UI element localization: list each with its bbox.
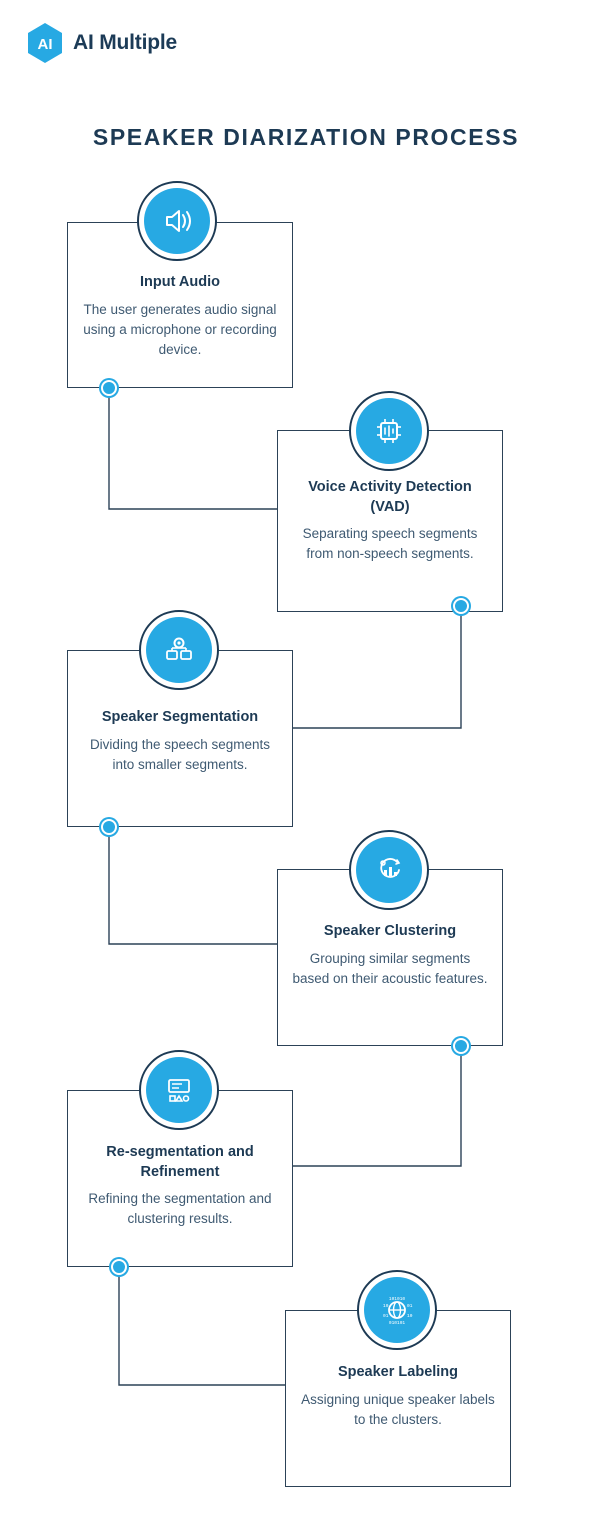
svg-text:10: 10 <box>383 1304 389 1309</box>
brand-name-rest: Multiple <box>99 31 177 54</box>
svg-text:01: 01 <box>383 1314 389 1319</box>
refine-board-icon <box>146 1057 212 1123</box>
step-description: Dividing the speech segments into smaller segments. <box>89 736 271 772</box>
svg-text:010101: 010101 <box>388 1321 406 1326</box>
step-title: Input Audio <box>140 274 220 290</box>
step-title: Speaker Clustering <box>323 923 457 939</box>
step-description: The user generates audio signal using a microphone or recording device. <box>83 301 277 358</box>
connector-dot-1 <box>101 380 117 396</box>
cluster-chart-icon <box>356 837 422 903</box>
svg-text:101010: 101010 <box>388 1297 406 1302</box>
connector-dot-5 <box>111 1259 127 1275</box>
step-icon-badge-speaker-labeling <box>357 1270 437 1350</box>
step-title: Speaker Labeling <box>337 1364 459 1380</box>
step-title: Re-segmentation and Refinement <box>106 1144 254 1180</box>
step-icon-badge-re-segmentation-and-refinement <box>139 1050 219 1130</box>
svg-text:01: 01 <box>407 1304 413 1309</box>
step-icon-badge-voice-activity-detection <box>349 391 429 471</box>
step-icon-badge-speaker-clustering <box>349 830 429 910</box>
binary-globe-icon <box>364 1277 430 1343</box>
svg-text:10: 10 <box>407 1314 413 1319</box>
connector-dot-2 <box>453 598 469 614</box>
svg-text:AI: AI <box>37 36 53 53</box>
voice-waveform-chip-icon <box>356 398 422 464</box>
step-icon-badge-speaker-segmentation <box>139 610 219 690</box>
step-icon-badge-input-audio <box>137 181 217 261</box>
step-description: Grouping similar segments based on their acoustic features. <box>292 950 488 986</box>
step-description: Assigning unique speaker labels to the clusters. <box>301 1391 495 1427</box>
step-title: Voice Activity Detection (VAD) <box>308 479 472 515</box>
step-title: Speaker Segmentation <box>101 709 259 725</box>
brand-name-bold: AI <box>73 31 94 54</box>
connector-dot-4 <box>453 1038 469 1054</box>
step-description: Separating speech segments from non-speech segments. <box>302 526 478 562</box>
connector-dot-3 <box>101 819 117 835</box>
page-title: SPEAKER DIARIZATION PROCESS <box>92 124 520 150</box>
gear-segments-icon <box>146 617 212 683</box>
speaker-sound-icon <box>144 188 210 254</box>
step-description: Refining the segmentation and clustering results. <box>88 1191 272 1227</box>
